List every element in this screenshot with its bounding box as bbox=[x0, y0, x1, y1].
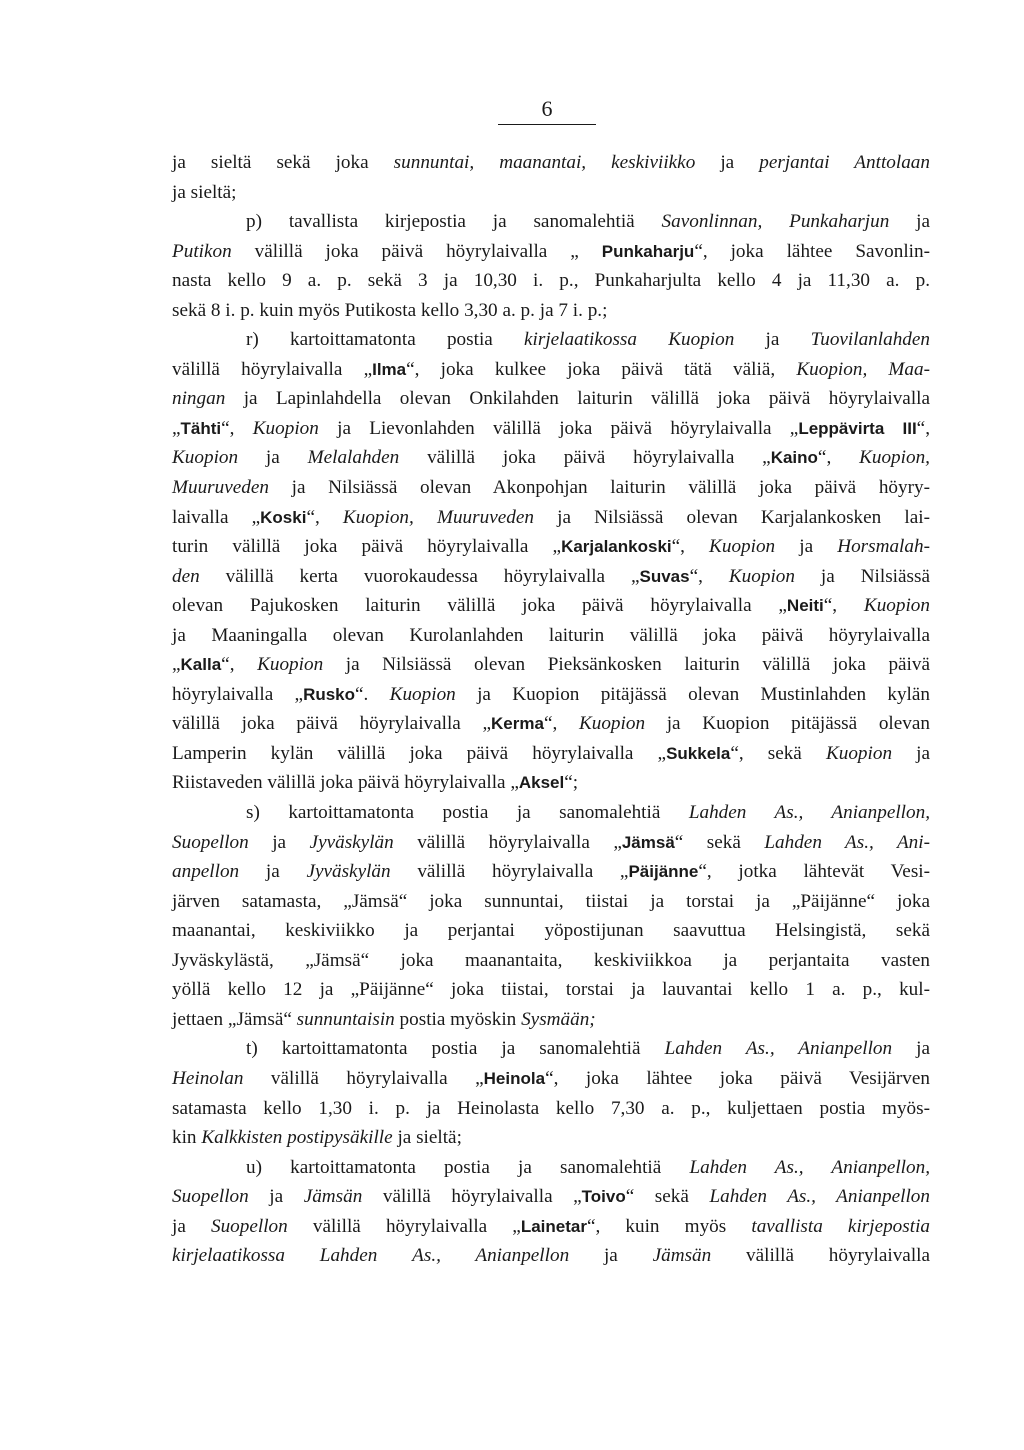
text-line bbox=[172, 325, 930, 355]
text-line bbox=[172, 828, 930, 858]
text-line bbox=[172, 650, 930, 680]
place-name: Kuopion, bbox=[859, 447, 930, 469]
place-name: anpellon bbox=[172, 861, 240, 883]
place-name: Suopellon bbox=[210, 1215, 288, 1237]
text-segment: ja Nilsiässä olevan Karjalankosken lai- bbox=[533, 506, 930, 528]
text-line bbox=[172, 355, 930, 385]
text-line bbox=[172, 237, 930, 267]
text-segment: “, bbox=[221, 417, 253, 439]
text-line bbox=[172, 798, 930, 828]
text-segment: “ sekä bbox=[625, 1186, 710, 1208]
text-line bbox=[172, 178, 930, 208]
place-name: Horsmalah- bbox=[837, 536, 930, 558]
place-name: Jyväskylän bbox=[309, 831, 394, 853]
text-line bbox=[172, 1123, 930, 1153]
text-segment: “, bbox=[671, 536, 710, 558]
text-segment: ja sieltä; bbox=[172, 181, 237, 203]
place-name: Kuopion bbox=[578, 713, 646, 735]
text-segment: ja bbox=[238, 447, 308, 469]
place-name: Lahden As., Anianpellon, bbox=[689, 1156, 930, 1178]
ship-name: Heinola bbox=[483, 1068, 546, 1088]
text-line bbox=[172, 916, 930, 946]
text-segment: välillä joka päivä höyrylaivalla „ bbox=[231, 240, 602, 262]
text-segment: postia myöskin bbox=[394, 1008, 522, 1030]
ship-name: Kerma bbox=[491, 714, 544, 734]
ship-name: Neiti bbox=[786, 596, 824, 616]
text-segment: välillä höyrylaivalla „ bbox=[393, 831, 622, 853]
place-name: sunnuntai, maanantai, keskiviikko bbox=[393, 152, 696, 173]
text-segment: ja Kuopion pitäjässä olevan Mustinlahden kylän bbox=[455, 683, 930, 705]
text-segment: “, bbox=[916, 417, 930, 439]
text-segment: ja bbox=[248, 831, 310, 853]
text-segment: Riistaveden välillä joka päivä höyrylaivalla „ bbox=[172, 772, 519, 794]
text-line bbox=[172, 562, 930, 592]
text-segment: ja bbox=[775, 536, 838, 558]
text-segment: järven satamasta, „Jämsä“ joka sunnuntai, tiistai ja torstai ja „Päijänne“ joka bbox=[172, 890, 930, 912]
text-line bbox=[172, 266, 930, 296]
place-name: Kuopion bbox=[728, 565, 795, 587]
text-segment: ja Maaningalla olevan Kurolanlahden laiturin välillä joka päivä höyrylaivalla bbox=[172, 624, 930, 646]
text-line bbox=[172, 975, 930, 1005]
place-name: Kuopion bbox=[863, 595, 930, 617]
text-line bbox=[172, 1064, 930, 1094]
text-line bbox=[172, 1182, 930, 1212]
text-line bbox=[172, 887, 930, 917]
place-name: perjantai Anttolaan bbox=[759, 152, 930, 173]
text-segment: ja Nilsiässä olevan Akonpohjan laiturin välillä joka päivä höyry- bbox=[268, 477, 930, 499]
place-name: Kuopion bbox=[257, 654, 324, 676]
text-line bbox=[172, 1005, 930, 1035]
ship-name: Aksel bbox=[518, 773, 565, 793]
text-segment: nasta kello 9 a. p. sekä 3 ja 10,30 i. p., Punkaharjulta kello 4 ja 11,30 a. p. bbox=[172, 270, 930, 292]
text-segment: “, joka kulkee joka päivä tätä väliä, bbox=[406, 358, 797, 380]
text-line bbox=[172, 591, 930, 621]
ship-name: Sukkela bbox=[666, 743, 731, 763]
text-line bbox=[172, 768, 930, 798]
place-name: Tuovilanlahden bbox=[810, 329, 930, 351]
text-line bbox=[172, 739, 930, 769]
text-segment: välillä höyrylaivalla „ bbox=[172, 358, 373, 380]
text-segment: maanantai, keskiviikko ja perjantai yöpostijunan saavuttua Helsingistä, sekä bbox=[172, 920, 930, 942]
text-segment: ja bbox=[172, 1215, 211, 1237]
place-name: Kuopion, Maa- bbox=[796, 358, 930, 380]
ship-name: Jämsä bbox=[621, 832, 675, 852]
place-name: Kuopion bbox=[825, 742, 893, 764]
text-line bbox=[172, 857, 930, 887]
text-segment: r) kartoittamatonta postia bbox=[246, 329, 525, 351]
text-segment: “, joka lähtee joka päivä Vesijärven bbox=[545, 1067, 930, 1089]
text-line bbox=[172, 207, 930, 237]
text-line bbox=[172, 503, 930, 533]
ship-name: Kalla bbox=[180, 655, 222, 675]
text-segment: Jyväskylästä, „Jämsä“ joka maanantaita, keskiviikkoa ja perjantaita vasten bbox=[172, 949, 930, 971]
text-line bbox=[172, 148, 930, 178]
text-segment: ja Lievonlahden välillä joka päivä höyrylaivalla „ bbox=[318, 417, 799, 439]
page-number: 6 bbox=[541, 96, 553, 121]
text-segment: ja bbox=[248, 1186, 304, 1208]
place-name: Suopellon bbox=[172, 831, 249, 853]
text-segment: ja Lapinlahdella olevan Onkilahden laiturin välillä joka päivä höyrylaivalla bbox=[225, 388, 930, 410]
text-segment: laivalla „ bbox=[172, 506, 261, 528]
text-line bbox=[172, 621, 930, 651]
text-segment: ja bbox=[889, 211, 930, 233]
place-name: Kuopion bbox=[172, 447, 239, 469]
text-segment: ja Nilsiässä bbox=[794, 565, 930, 587]
ship-name: Kaino bbox=[770, 448, 818, 468]
text-segment bbox=[377, 1245, 412, 1266]
text-line bbox=[172, 1153, 930, 1183]
text-segment: p) tavallista kirjepostia ja sanomalehtiä bbox=[246, 211, 662, 233]
place-name: Melalahden bbox=[307, 447, 400, 469]
place-name: Lahden As., Ani- bbox=[764, 831, 930, 853]
text-segment: höyrylaivalla „ bbox=[172, 683, 304, 705]
text-segment: ja sieltä; bbox=[392, 1127, 462, 1149]
place-name: Suopellon bbox=[172, 1186, 249, 1208]
text-line bbox=[172, 1212, 930, 1242]
place-name: kirjelaatikossa Kuopion bbox=[524, 329, 735, 351]
place-name: den bbox=[172, 565, 200, 587]
header-rule bbox=[498, 124, 596, 125]
text-segment: välillä höyrylaivalla „ bbox=[390, 861, 629, 883]
text-line bbox=[172, 473, 930, 503]
place-name: Lahden As., Anianpellon bbox=[664, 1038, 893, 1060]
text-segment: olevan Pajukosken laiturin välillä joka päivä höyrylaivalla „ bbox=[172, 595, 787, 617]
text-segment: ja bbox=[892, 1038, 930, 1060]
ship-name: Lainetar bbox=[520, 1216, 587, 1236]
text-line bbox=[172, 709, 930, 739]
text-segment: välillä joka päivä höyrylaivalla „ bbox=[399, 447, 771, 469]
text-segment: “, bbox=[306, 506, 343, 528]
text-segment: välillä höyrylaivalla bbox=[711, 1245, 931, 1267]
place-name: Savonlinnan, Punkaharjun bbox=[661, 211, 890, 233]
place-name: Kuopion bbox=[252, 417, 319, 439]
place-name: sunnuntaisin bbox=[296, 1008, 395, 1030]
text-segment: “, bbox=[817, 447, 860, 469]
text-segment: “, bbox=[823, 595, 864, 617]
ship-name: Suvas bbox=[639, 566, 690, 586]
text-segment: Lamperin kylän välillä joka päivä höyrylaivalla „ bbox=[172, 742, 667, 764]
text-segment: jettaen „Jämsä“ bbox=[172, 1008, 297, 1030]
place-name: Lahden As., Anianpellon, bbox=[688, 802, 930, 824]
body-text bbox=[172, 148, 930, 1271]
text-segment: yöllä kello 12 ja „Päijänne“ joka tiistai, torstai ja lauvantai kello 1 a. p., kul- bbox=[172, 979, 930, 1001]
place-name: Kalkkisten postipysäkille bbox=[201, 1127, 393, 1149]
text-segment: sekä 8 i. p. kuin myös Putikosta kello 3,30 a. p. ja 7 i. p.; bbox=[172, 299, 608, 321]
text-segment: “, sekä bbox=[730, 742, 826, 764]
text-segment: välillä höyrylaivalla „ bbox=[362, 1186, 582, 1208]
text-line bbox=[172, 1241, 930, 1271]
text-segment: “, bbox=[689, 565, 729, 587]
place-name: Jämsän bbox=[652, 1245, 712, 1267]
text-segment: ja bbox=[892, 742, 930, 764]
text-line bbox=[172, 443, 930, 473]
text-segment: kin bbox=[172, 1127, 202, 1149]
place-name: Kuopion bbox=[389, 683, 456, 705]
place-name: ningan bbox=[172, 388, 226, 410]
ship-name: Toivo bbox=[581, 1187, 626, 1207]
place-name: Kuopion, Muuruveden bbox=[342, 506, 534, 528]
text-segment: s) kartoittamatonta postia ja sanomalehtiä bbox=[246, 802, 689, 824]
text-segment: ja Kuopion pitäjässä olevan bbox=[645, 713, 930, 735]
ship-name: Leppävirta III bbox=[798, 418, 917, 438]
text-segment: “ sekä bbox=[674, 831, 765, 853]
ship-name: Tähti bbox=[180, 418, 222, 438]
text-segment: välillä höyrylaivalla „ bbox=[243, 1067, 484, 1089]
text-line bbox=[172, 532, 930, 562]
ship-name: Päijänne bbox=[628, 862, 699, 882]
text-segment: ja bbox=[734, 329, 811, 351]
text-segment: ja bbox=[569, 1245, 653, 1267]
place-name: Jämsän bbox=[303, 1186, 363, 1208]
text-segment: turin välillä joka päivä höyrylaivalla „ bbox=[172, 536, 562, 558]
place-name: Kuopion bbox=[709, 536, 776, 558]
place-name: Lahden As., Anianpellon bbox=[709, 1186, 930, 1208]
text-segment: “, joka lähtee Savonlin- bbox=[694, 240, 930, 262]
text-segment: u) kartoittamatonta postia ja sanomalehtiä bbox=[246, 1156, 690, 1178]
text-line bbox=[172, 680, 930, 710]
place-name: Sysmään; bbox=[521, 1008, 596, 1030]
place-name: Heinolan bbox=[172, 1067, 244, 1089]
ship-name: Punkaharju bbox=[601, 241, 695, 261]
text-line bbox=[172, 1034, 930, 1064]
text-segment: „ bbox=[172, 417, 181, 439]
text-segment: välillä kerta vuorokaudessa höyrylaivalla „ bbox=[199, 565, 640, 587]
text-segment: ja bbox=[239, 861, 307, 883]
text-line bbox=[172, 384, 930, 414]
ship-name: Rusko bbox=[303, 684, 356, 704]
text-line bbox=[172, 1094, 930, 1124]
text-line bbox=[172, 296, 930, 326]
text-segment: „ bbox=[172, 654, 181, 676]
text-segment: ja Nilsiässä olevan Pieksänkosken laiturin välillä joka päivä bbox=[323, 654, 930, 676]
text-segment: “, bbox=[543, 713, 579, 735]
ship-name: Koski bbox=[260, 507, 307, 527]
text-segment: “; bbox=[564, 772, 579, 794]
text-line bbox=[172, 946, 930, 976]
text-segment: välillä höyrylaivalla „ bbox=[287, 1215, 521, 1237]
place-name: Putikon bbox=[172, 240, 232, 262]
place-name: Jyväskylän bbox=[306, 861, 391, 883]
text-segment: ja sieltä sekä joka bbox=[172, 152, 394, 173]
text-segment: “, jotka lähtevät Vesi- bbox=[698, 861, 931, 883]
ship-name: Karjalankoski bbox=[561, 537, 672, 557]
text-segment: t) kartoittamatonta postia ja sanomalehtiä bbox=[246, 1038, 665, 1060]
text-line bbox=[172, 414, 930, 444]
place-name: tavallista kirjepostia bbox=[751, 1215, 930, 1237]
text-segment: välillä joka päivä höyrylaivalla „ bbox=[172, 713, 492, 735]
text-segment: ja bbox=[695, 152, 760, 173]
text-segment: “. bbox=[355, 683, 390, 705]
place-name: As., Anianpellon bbox=[412, 1245, 570, 1267]
text-segment: “, kuin myös bbox=[586, 1215, 752, 1237]
text-segment: “, bbox=[221, 654, 258, 676]
ship-name: Ilma bbox=[372, 359, 407, 379]
place-name: Muuruveden bbox=[172, 477, 269, 499]
place-name: kirjelaatikossa Lahden bbox=[172, 1245, 378, 1267]
text-segment: satamasta kello 1,30 i. p. ja Heinolasta kello 7,30 a. p., kuljettaen postia myös- bbox=[172, 1097, 930, 1119]
